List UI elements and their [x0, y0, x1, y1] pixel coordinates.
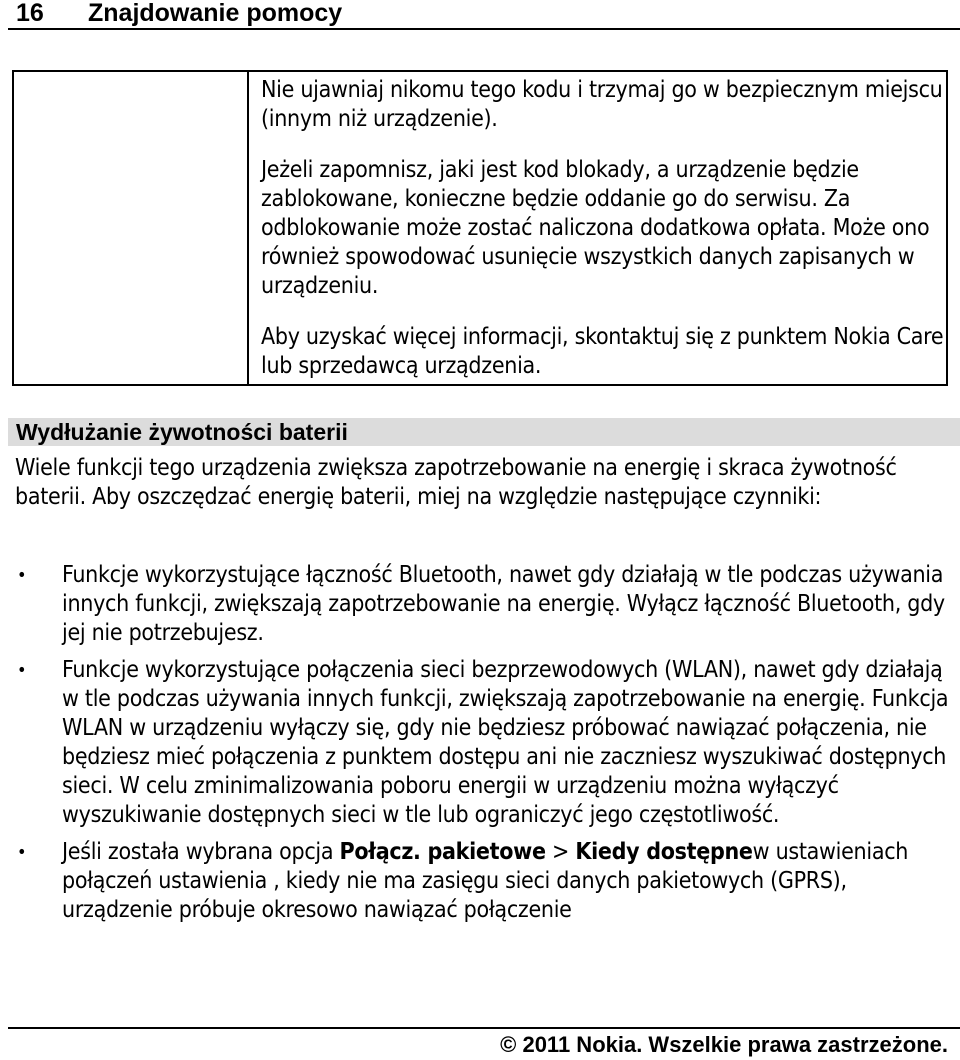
page-header [8, 0, 960, 30]
list-item-prefix: Jeśli została wybrana opcja [62, 839, 340, 865]
bullet-icon: • [17, 565, 27, 586]
list-item-text: Funkcje wykorzystujące łączność Bluetooth, nawet gdy działają w tle podczas używania innych funkcji, zwiększają zapotrzebowanie na energię. Wyłącz łączność Bluetooth, gdy jej nie potrzebujesz. [62, 562, 945, 646]
bullet-list [15, 561, 950, 933]
chapter-title: Znajdowanie pomocy [88, 0, 343, 27]
note-paragraph: Aby uzyskać więcej informacji, skontaktuj się z punktem Nokia Care lub sprzedawcą urządzenia. [261, 324, 944, 379]
list-item-text: Funkcje wykorzystujące połączenia sieci bezprzewodowych (WLAN), nawet gdy działają w tle podczas używania innych funkcji, zwiększają zapotrzebowanie na energię. Funkcja WLAN w urządzeniu wyłączy się, gdy nie będziesz próbować nawiązać połączenia, nie będziesz mieć połączenia z punktem dostępu ani nie zaczniesz wyszukiwać dostępnych sieci. W celu zminimalizowania poboru energii w urządzeniu można wyłączyć wyszukiwanie dostępnych sieci w tle lub ograniczyć jego częstotliwość. [62, 657, 949, 828]
page-number: 16 [16, 0, 44, 27]
menu-separator: > [545, 839, 576, 865]
list-item-suffix: w ustawieniach połączeń ustawienia , kiedy nie ma zasięgu sieci danych pakietowych (GPRS), urządzenie próbuje okresowo nawiązać połączenie [62, 839, 909, 923]
section-title: Wydłużanie żywotności baterii [16, 419, 348, 445]
footer-divider [8, 1027, 960, 1029]
section-heading-bar [8, 418, 960, 446]
list-item [15, 656, 950, 830]
list-item [15, 561, 950, 648]
note-paragraph: Jeżeli zapomnisz, jaki jest kod blokady, a urządzenie będzie zablokowane, konieczne będzie oddanie go do serwisu. Za odblokowanie może zostać naliczona dodatkowa opłata. Może ono również spowodować usunięcie wszystkich danych zapisanych w urządzeniu. [261, 157, 930, 299]
menu-option-packet-data: Połącz. pakietowe [339, 839, 546, 865]
bullet-icon: • [17, 660, 27, 681]
table-divider [247, 72, 249, 384]
bullet-icon: • [17, 842, 27, 863]
copyright-notice: © 2011 Nokia. Wszelkie prawa zastrzeżone. [500, 1032, 948, 1057]
note-paragraph: Nie ujawniaj nikomu tego kodu i trzymaj go w bezpiecznym miejscu (innym niż urządzenie). [261, 77, 943, 132]
section-intro: Wiele funkcji tego urządzenia zwiększa zapotrzebowanie na energię i skraca żywotność baterii. Aby oszczędzać energię baterii, miej na względzie następujące czynniki: [15, 455, 897, 510]
menu-option-when-available: Kiedy dostępne [575, 839, 753, 865]
note-cell [261, 76, 945, 403]
note-table [12, 70, 948, 386]
list-item [15, 838, 950, 925]
